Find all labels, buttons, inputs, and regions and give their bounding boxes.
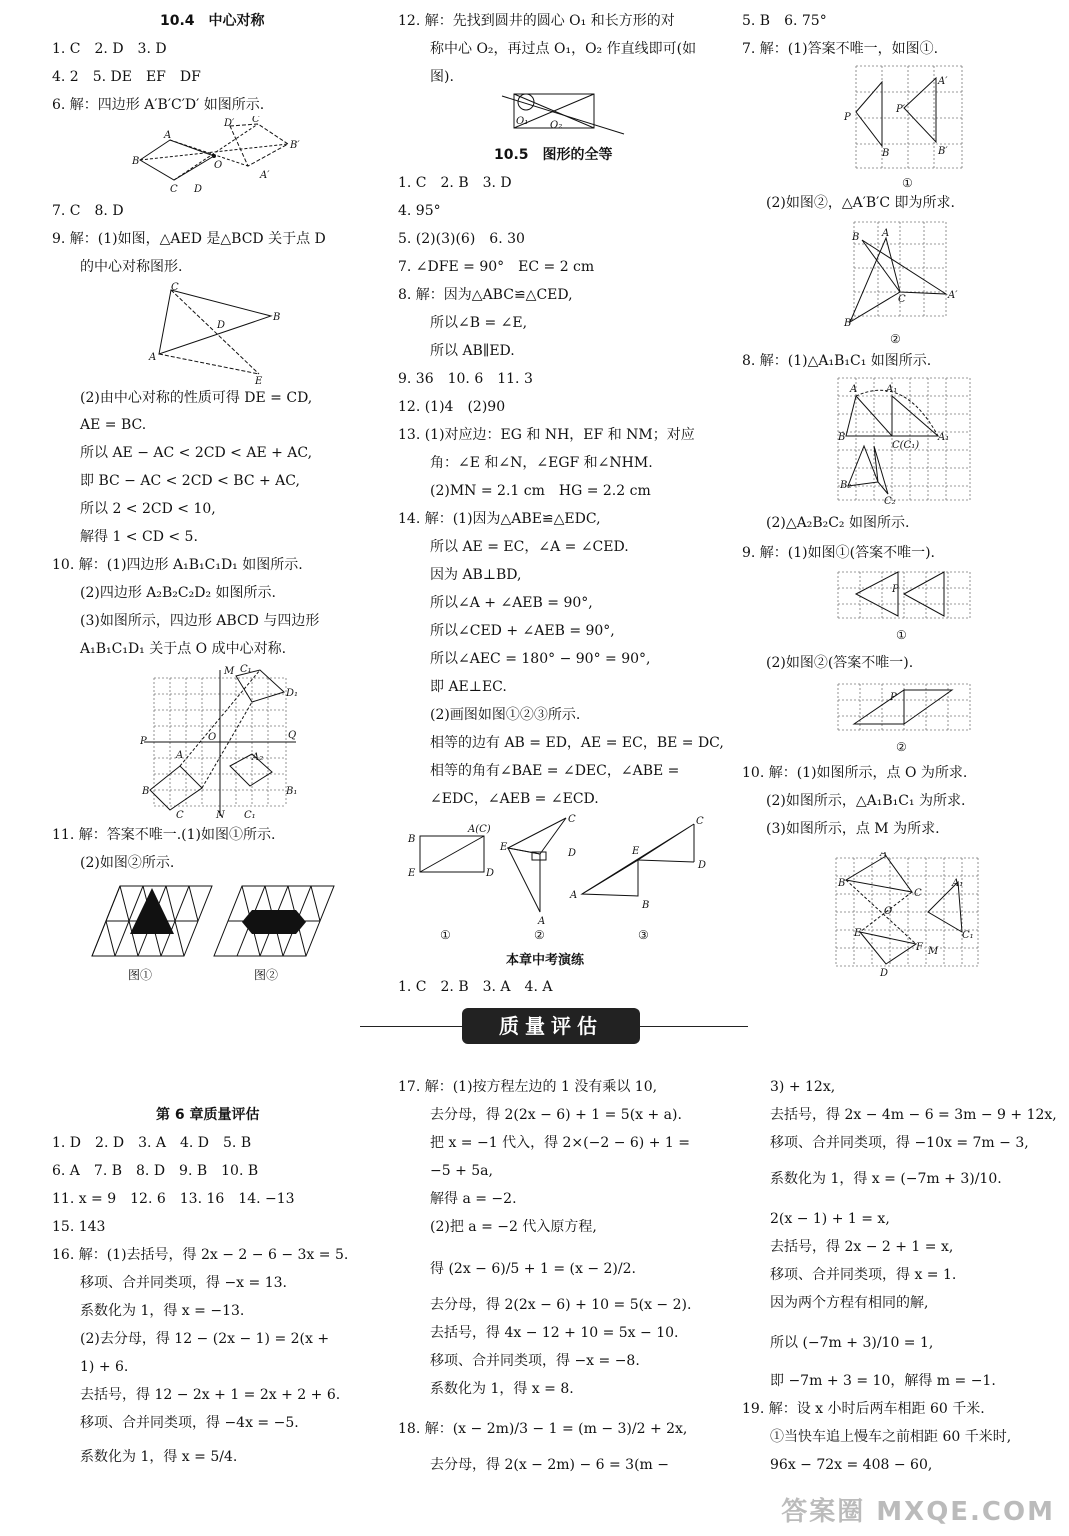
answer-line: 所以 AB∥ED. [430,343,515,359]
svg-text:B′: B′ [844,318,854,328]
svg-text:A′: A′ [948,290,958,301]
svg-text:A₁: A₁ [938,432,950,443]
answer-line: 得 (2x − 6)/5 + 1 = (x − 2)/2. [430,1261,636,1277]
answer-line: (3)如图所示，四边形 ABCD 与四边形 [80,613,320,629]
svg-text:M: M [224,666,235,677]
figure-9-2-grid [834,680,974,738]
answer-line: 2(x − 1) + 1 = x, [770,1211,890,1227]
section-title-10-5: 10.5 图形的全等 [494,147,613,163]
svg-text:A: A [882,228,890,239]
svg-text:C: C [914,888,922,899]
answer-line: (2)如图②所示. [80,855,175,871]
answer-line: 所以 AE = EC，∠A = ∠CED. [430,539,629,555]
answer-line: 7. C 8. D [52,203,124,219]
svg-text:P: P [140,736,147,747]
svg-text:C₁: C₁ [962,930,974,941]
answer-line: 17. 解：(1)按方程左边的 1 没有乘以 10, [398,1079,658,1095]
figure-6-rotated-quadrilateral [130,116,310,200]
svg-text:B: B [838,432,846,443]
figure-14-caption-1: ① [440,928,451,942]
svg-text:A: A [570,890,578,901]
answer-line: 即 AE⊥EC. [430,679,507,695]
answer-line: 6. A 7. B 8. D 9. B 10. B [52,1163,259,1179]
answer-line: 所以 2 < 2CD < 10, [80,501,216,517]
answer-line: 去分母，得 2(2x − 6) + 1 = 5(x + a). [430,1107,682,1123]
answer-line: 图). [430,69,454,85]
answer-line: 12. (1)4 (2)90 [398,399,506,415]
svg-text:M: M [928,946,939,957]
figure-11-caption-2: 图② [254,968,279,982]
answer-line: 9. 解：(1)如图①(答案不唯一). [742,545,936,561]
answer-line: 1. C 2. D 3. D [52,41,167,57]
answer-line: (2)△A₂B₂C₂ 如图所示. [766,515,910,531]
svg-text:D: D [568,848,577,859]
svg-text:P: P [844,112,851,123]
figure-9-caption-1: ① [896,628,907,642]
answer-line: 1. D 2. D 3. A 4. D 5. B [52,1135,252,1151]
banner-rule-left [360,1026,462,1027]
svg-text:B₂: B₂ [840,480,852,491]
figure-14-congruent-triangles [404,814,724,930]
answer-line: (2)四边形 A₂B₂C₂D₂ 如图所示. [80,585,276,601]
svg-text:O: O [208,732,217,743]
svg-text:D: D [217,320,226,331]
answer-line: (2)画图如图①②③所示. [430,707,581,723]
svg-text:D: D [194,184,203,195]
svg-text:O₁: O₁ [516,116,529,127]
answer-line: 解得 a = −2. [430,1191,517,1207]
figure-11-caption-1: 图① [128,968,153,982]
answer-line: 16. 解：(1)去括号，得 2x − 2 − 6 − 3x = 5. [52,1247,349,1263]
answer-line: 去括号，得 4x − 12 + 10 = 5x − 10. [430,1325,679,1341]
svg-text:A₂: A₂ [252,752,264,763]
watermark-logo: 答案圈 MXQE.COM [781,1497,1055,1527]
svg-text:A: A [538,916,546,926]
figure-8-grid [834,374,974,510]
answer-line: 移项、合并同类项，得 −x = −8. [430,1353,640,1369]
svg-text:B: B [142,786,150,797]
svg-text:A(C): A(C) [468,824,491,835]
answer-line: (3)如图所示，点 M 为所求. [766,821,940,837]
answer-line: 把 x = −1 代入，得 2×(−2 − 6) + 1 = [430,1135,690,1151]
svg-text:B: B [273,312,281,323]
figure-10-grid-symmetry [140,662,300,824]
answer-line: 14. 解：(1)因为△ABE≌△EDC, [398,511,601,527]
answer-line: 9. 解：(1)如图，△AED 是△BCD 关于点 D [52,231,326,247]
answer-line: 移项、合并同类项，得 −x = 13. [80,1275,287,1291]
banner-rule-right [640,1026,748,1027]
svg-text:E: E [854,928,862,939]
answer-line: (2)MN = 2.1 cm HG = 2.2 cm [430,483,651,499]
answer-line: 移项、合并同类项，得 −4x = −5. [80,1415,299,1431]
answer-line: 11. x = 9 12. 6 13. 16 14. −13 [52,1191,295,1207]
answer-line: 即 BC − AC < 2CD < BC + AC, [80,473,300,489]
figure-7-2-grid [842,218,972,332]
figure-11-triangle-grids [90,882,360,966]
svg-text:C: C [696,816,704,827]
svg-text:B: B [838,878,846,889]
svg-text:C: C [170,184,178,195]
figure-9-1-grid [834,568,974,626]
figure-9-caption-2: ② [896,740,907,754]
answer-line: (2)如图②(答案不唯一). [766,655,914,671]
answer-line: 去括号，得 12 − 2x + 1 = 2x + 2 + 6. [80,1387,341,1403]
answer-line: 3) + 12x, [770,1079,836,1095]
answer-line: 1) + 6. [80,1359,129,1375]
svg-text:A: A [880,852,888,859]
answer-line: 15. 143 [52,1219,106,1235]
answer-line: 相等的角有∠BAE = ∠DEC，∠ABE = [430,763,680,779]
svg-text:B: B [132,156,140,167]
answer-line: 相等的边有 AB = ED，AE = EC，BE = DC, [430,735,724,751]
answer-line: −5 + 5a, [430,1163,493,1179]
answer-line: 18. 解：(x − 2m)/3 − 1 = (m − 3)/2 + 2x, [398,1421,688,1437]
svg-text:A′: A′ [260,170,270,181]
answer-line: 10. 解：(1)如图所示，点 O 为所求. [742,765,968,781]
svg-text:O₂: O₂ [550,120,563,131]
svg-text:D: D [698,860,707,871]
answer-line: 4. 2 5. DE EF DF [52,69,201,85]
svg-text:C: C [252,116,260,125]
section-title-10-4: 10.4 中心对称 [160,13,265,29]
answer-line: 移项、合并同类项，得 −10x = 7m − 3, [770,1135,1029,1151]
answer-line: 系数化为 1，得 x = 5/4. [80,1449,238,1465]
answer-line: 去括号，得 2x − 4m − 6 = 3m − 9 + 12x, [770,1107,1057,1123]
answer-line: 移项、合并同类项，得 x = 1. [770,1267,957,1283]
answer-line: ①当快车追上慢车之前相距 60 千米时, [770,1429,1012,1445]
svg-text:B: B [642,900,650,911]
figure-14-caption-2: ② [534,928,545,942]
answer-line: 即 −7m + 3 = 10，解得 m = −1. [770,1373,996,1389]
answer-line: 称中心 O₂，再过点 O₁，O₂ 作直线即可(如 [430,41,697,57]
answer-line: 所以∠AEC = 180° − 90° = 90°, [430,651,651,667]
svg-text:E: E [408,868,416,879]
answer-line: 5. (2)(3)(6) 6. 30 [398,231,525,247]
svg-text:E: E [632,846,640,857]
svg-text:D′: D′ [224,118,235,129]
answer-line: 系数化为 1，得 x = 8. [430,1381,574,1397]
svg-text:E: E [500,842,508,853]
answer-line: (2)把 a = −2 代入原方程, [430,1219,597,1235]
answer-line: 8. 解：(1)△A₁B₁C₁ 如图所示. [742,353,932,369]
answer-line: 所以 AE − AC < 2CD < AE + AC, [80,445,313,461]
svg-text:O: O [884,906,893,917]
svg-text:A: A [176,750,184,761]
svg-text:C: C [171,282,179,293]
answer-line: 12. 解：先找到圆井的圆心 O₁ 和长方形的对 [398,13,675,29]
answer-line: 1. C 2. B 3. A 4. A [398,979,553,995]
svg-text:A: A [149,352,157,363]
answer-line: 角：∠E 和∠N，∠EGF 和∠NHM. [430,455,653,471]
answer-line: 所以∠CED + ∠AEB = 90°, [430,623,615,639]
answer-line: 去分母，得 2(x − 2m) − 6 = 3(m − [430,1457,669,1473]
answer-line: ∠EDC，∠AEB = ∠ECD. [430,791,599,807]
svg-text:C₁: C₁ [240,664,252,675]
svg-text:C: C [568,814,576,825]
figure-7-1-grid [842,62,972,176]
svg-text:B: B [852,232,860,243]
answer-line: 5. B 6. 75° [742,13,827,29]
answer-line: 4. 95° [398,203,441,219]
svg-text:A₁: A₁ [886,384,898,395]
svg-text:D₁: D₁ [286,688,299,699]
figure-10-grid [832,852,982,984]
svg-text:A₁: A₁ [952,878,964,889]
answer-line: 7. ∠DFE = 90° EC = 2 cm [398,259,595,275]
answer-line: 7. 解：(1)答案不唯一，如图①. [742,41,939,57]
answer-line: 13. (1)对应边：EG 和 NH，EF 和 NM；对应 [398,427,695,443]
svg-text:P: P [892,584,899,595]
svg-text:B: B [408,834,416,845]
svg-text:E: E [255,376,263,384]
answer-line: (2)由中心对称的性质可得 DE = CD, [80,390,313,406]
quality-assessment-banner: 质量评估 [462,1008,640,1044]
figure-7-caption-1: ① [902,176,913,190]
answer-line: 去括号，得 2x − 2 + 1 = x, [770,1239,954,1255]
answer-line: 9. 36 10. 6 11. 3 [398,371,533,387]
svg-text:B′: B′ [290,140,300,151]
answer-line: 因为两个方程有相同的解, [770,1295,929,1311]
answer-line: 所以 (−7m + 3)/10 = 1, [770,1335,934,1351]
answer-line: 96x − 72x = 408 − 60, [770,1457,933,1473]
svg-text:C(C₁): C(C₁) [892,440,920,451]
answer-line: (2)去分母，得 12 − (2x − 1) = 2(x + [80,1331,330,1347]
svg-text:P: P [890,692,897,703]
section-title-chapter-6: 第 6 章质量评估 [156,1107,260,1123]
svg-text:F: F [916,942,923,953]
svg-text:B′: B′ [938,146,948,157]
answer-line: 的中心对称图形. [80,259,183,275]
svg-text:D: D [486,868,495,879]
svg-text:O: O [214,160,223,171]
answer-line: (2)如图②，△A′B′C 即为所求. [766,195,955,211]
answer-line: 1. C 2. B 3. D [398,175,512,191]
figure-12-well-rectangle [500,88,630,140]
answer-line: AE = BC. [80,417,147,433]
svg-text:C: C [176,810,184,820]
answer-line: 所以∠B = ∠E, [430,315,528,331]
svg-text:A′: A′ [938,76,948,87]
answer-line: 6. 解：四边形 A′B′C′D′ 如图所示. [52,97,265,113]
answer-line: (2)如图所示，△A₁B₁C₁ 为所求. [766,793,966,809]
answer-line: 10. 解：(1)四边形 A₁B₁C₁D₁ 如图所示. [52,557,303,573]
svg-text:B: B [882,148,890,159]
answer-line: 所以∠A + ∠AEB = 90°, [430,595,593,611]
answer-line: 因为 AB⊥BD, [430,567,522,583]
svg-text:B₁: B₁ [286,786,298,797]
svg-text:C₁: C₁ [244,810,256,820]
answer-line: 去分母，得 2(2x − 6) + 10 = 5(x − 2). [430,1297,692,1313]
answer-line: 8. 解：因为△ABC≌△CED, [398,287,573,303]
svg-text:C₂: C₂ [884,496,896,506]
svg-text:A: A [164,130,172,141]
figure-9-triangles [145,280,290,388]
svg-text:P′: P′ [896,104,905,115]
figure-7-caption-2: ② [890,332,901,346]
answer-line: 系数化为 1，得 x = −13. [80,1303,245,1319]
section-title-exam: 本章中考演练 [506,953,585,968]
answer-line: 11. 解：答案不唯一.(1)如图①所示. [52,827,276,843]
svg-text:N: N [216,810,225,820]
svg-text:A: A [850,384,858,395]
svg-text:Q: Q [288,730,297,741]
answer-line: A₁B₁C₁D₁ 关于点 O 成中心对称. [80,641,287,657]
answer-line: 解得 1 < CD < 5. [80,529,198,545]
svg-text:C: C [898,294,906,305]
svg-text:D: D [880,968,889,979]
figure-14-caption-3: ③ [638,928,649,942]
answer-line: 系数化为 1，得 x = (−7m + 3)/10. [770,1171,1002,1187]
answer-line: 19. 解：设 x 小时后两车相距 60 千米. [742,1401,985,1417]
